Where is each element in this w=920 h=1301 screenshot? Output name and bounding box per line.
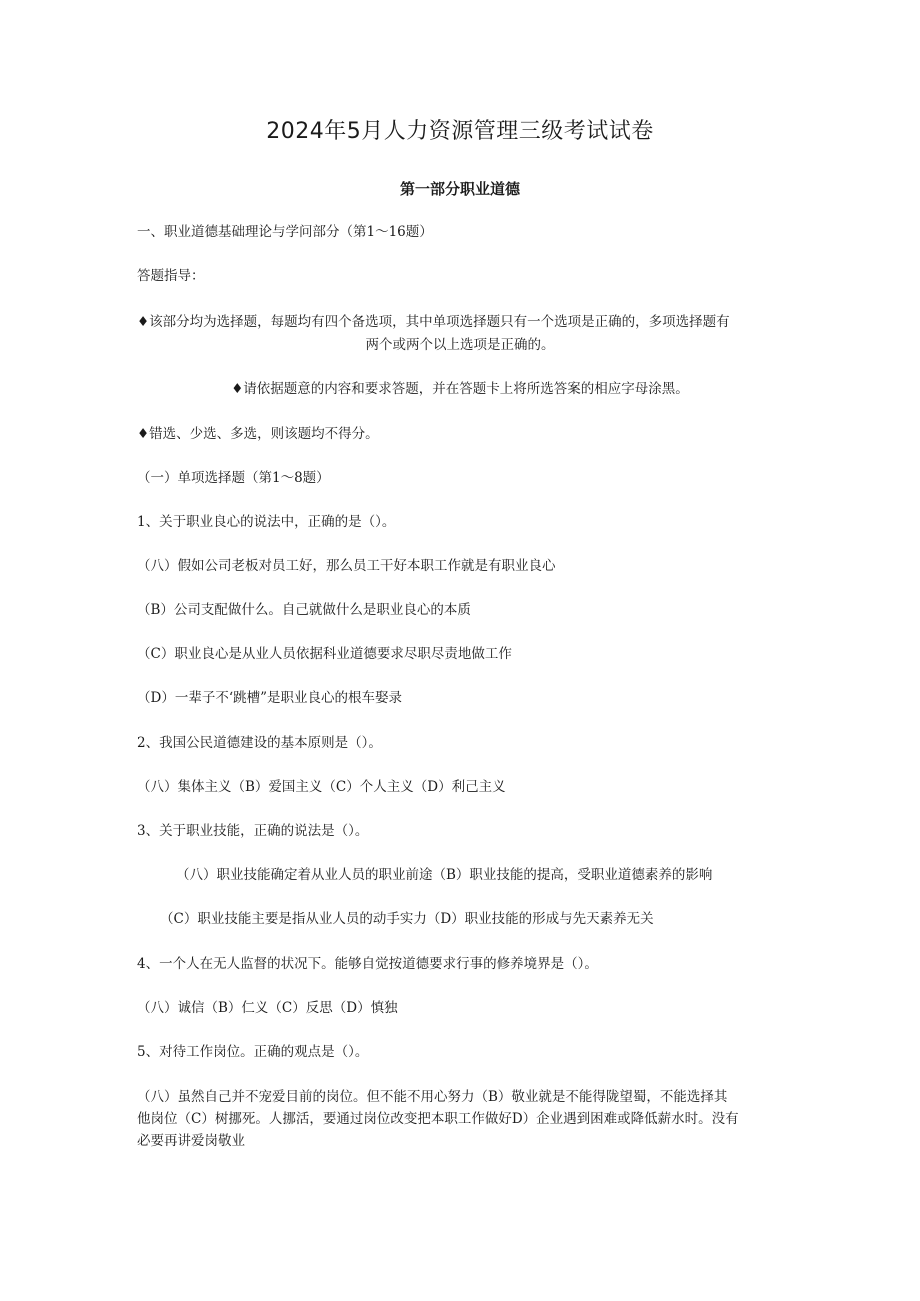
question-5-options-line-3: 必要再讲爱岗敬业	[137, 1133, 245, 1149]
subsection-title: （一）单项选择题（第1～8题）	[137, 470, 330, 486]
question-3-options-ab: （八）职业技能确定着从业人员的职业前途（B）职业技能的提高，受职业道德素养的影响	[176, 867, 713, 883]
question-5-options-line-1: （八）虽然自己并不宠爱目前的岗位。但不能不用心努力（B）敬业就是不能得陇望蜀，不能选择其	[137, 1089, 728, 1105]
question-4-options: （八）诚信（B）仁义（C）反思（D）慎独	[137, 1000, 398, 1016]
guide-line-3: ♦错选、少选、多选，则该题均不得分。	[137, 426, 379, 442]
question-1-option-c: （C）职业良心是从业人员依据科业道德要求尽职尽责地做工作	[137, 646, 512, 662]
guide-line-1: ♦该部分均为选择题，每题均有四个备选项，其中单项选择题只有一个选项是正确的，多项选择题有	[137, 314, 730, 330]
question-1-option-d: （D）一辈子不‘跳槽”是职业良心的根车娶录	[137, 690, 403, 706]
question-1-option-a: （八）假如公司老板对员工好，那么员工干好本职工作就是有职业良心	[137, 558, 556, 574]
guide-line-1-continued: 两个或两个以上选项是正确的。	[365, 337, 555, 353]
question-1-option-b: （B）公司支配做什么。自己就做什么是职业良心的本质	[137, 602, 471, 618]
guide-line-2: ♦请依据题意的内容和要求答题，并在答题卡上将所选答案的相应字母涂黑。	[231, 381, 689, 397]
section-title: 一、职业道德基础理论与学问部分（第1～16题）	[137, 224, 433, 240]
question-5-options-line-2: 他岗位（C）树挪死。人挪活，要通过岗位改变把本职工作做好D）企业遇到困难或降低薪水时。没有	[137, 1111, 739, 1127]
guide-label: 答题指导：	[137, 268, 205, 284]
part-title: 第一部分职业道德	[399, 180, 520, 198]
question-2-stem: 2、我国公民道德建设的基本原则是（）。	[137, 735, 382, 751]
question-2-options: （八）集体主义（B）爱国主义（C）个人主义（D）利己主义	[137, 779, 506, 795]
question-4-stem: 4、一个人在无人监督的状况下。能够自觉按道德要求行事的修养境界是（）。	[137, 956, 598, 972]
document-title: 2024年5月人力资源管理三级考试试卷	[266, 119, 654, 144]
question-3-stem: 3、关于职业技能，正确的说法是（）。	[137, 823, 369, 839]
question-1-stem: 1、关于职业良心的说法中，正确的是（）。	[137, 514, 396, 530]
question-5-stem: 5、对待工作岗位。正确的观点是（）。	[137, 1044, 369, 1060]
question-3-options-cd: （C）职业技能主要是指从业人员的动手实力（D）职业技能的形成与先天素养无关	[160, 911, 654, 927]
